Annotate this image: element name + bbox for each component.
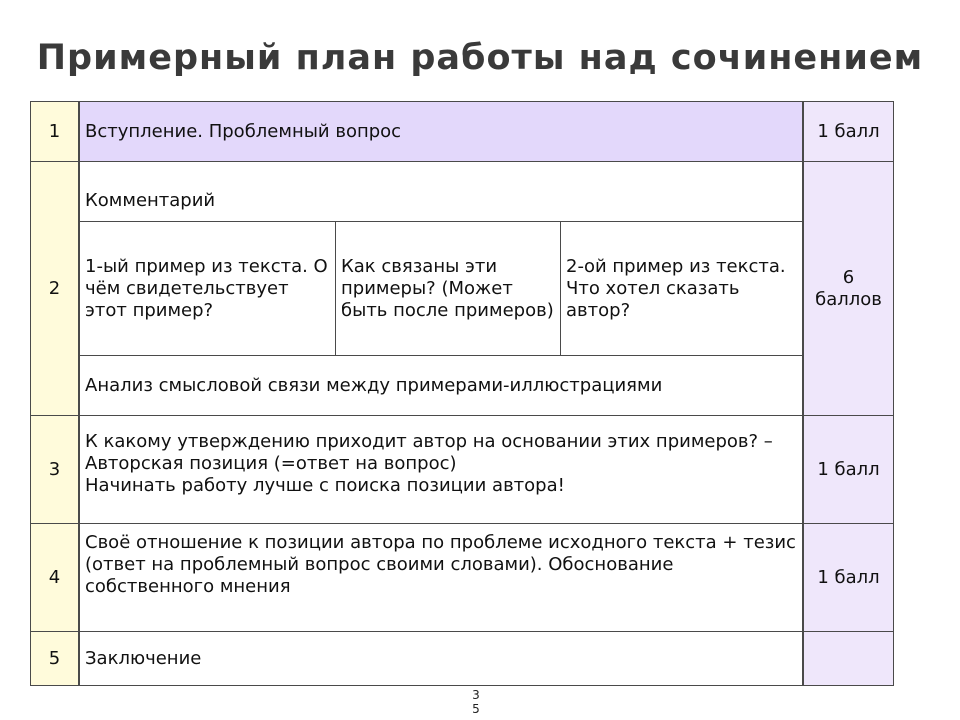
slide-title: Примерный план работы над сочинением	[36, 38, 924, 78]
points-cell: 1 балл	[802, 101, 894, 162]
points-value: 6	[842, 266, 855, 288]
row-number: 4	[30, 523, 80, 632]
page-number	[466, 688, 486, 716]
author-position-line: Авторская позиция (=ответ на вопрос)	[85, 453, 457, 474]
conclusion-cell: Заключение	[79, 631, 803, 686]
row-number: 5	[30, 631, 80, 686]
row-number: 3	[30, 415, 80, 524]
page-number-digit: 5	[472, 702, 480, 716]
example-2-cell: 2-ой пример из текста. Что хотел сказать автор?	[560, 221, 803, 356]
link-question-cell: Как связаны эти примеры? (Может быть после примеров)	[335, 221, 561, 356]
author-position-line: Начинать работу лучше с поиска позиции автора!	[85, 475, 565, 496]
row-number: 1	[30, 101, 80, 162]
page-number-digit: 3	[472, 688, 480, 702]
points-cell: 1 балл	[802, 523, 894, 632]
author-position-line: К какому утверждению приходит автор на основании этих примеров? –	[85, 431, 773, 452]
author-position-cell	[79, 415, 803, 524]
introduction-cell: Вступление. Проблемный вопрос	[79, 101, 803, 162]
points-cell: 1 балл	[802, 415, 894, 524]
points-cell	[802, 631, 894, 686]
own-opinion-cell: Своё отношение к позиции автора по проблеме исходного текста + тезис (ответ на проблемный вопрос своими словами). Обоснование собственного мнения	[79, 523, 803, 632]
points-cell	[802, 161, 894, 416]
points-unit: баллов	[815, 288, 882, 310]
analysis-cell: Анализ смысловой связи между примерами-иллюстрациями	[79, 355, 803, 416]
example-1-cell: 1-ый пример из текста. О чём свидетельствует этот пример?	[79, 221, 336, 356]
row-number: 2	[30, 161, 80, 416]
comment-cell: Комментарий	[79, 161, 803, 222]
